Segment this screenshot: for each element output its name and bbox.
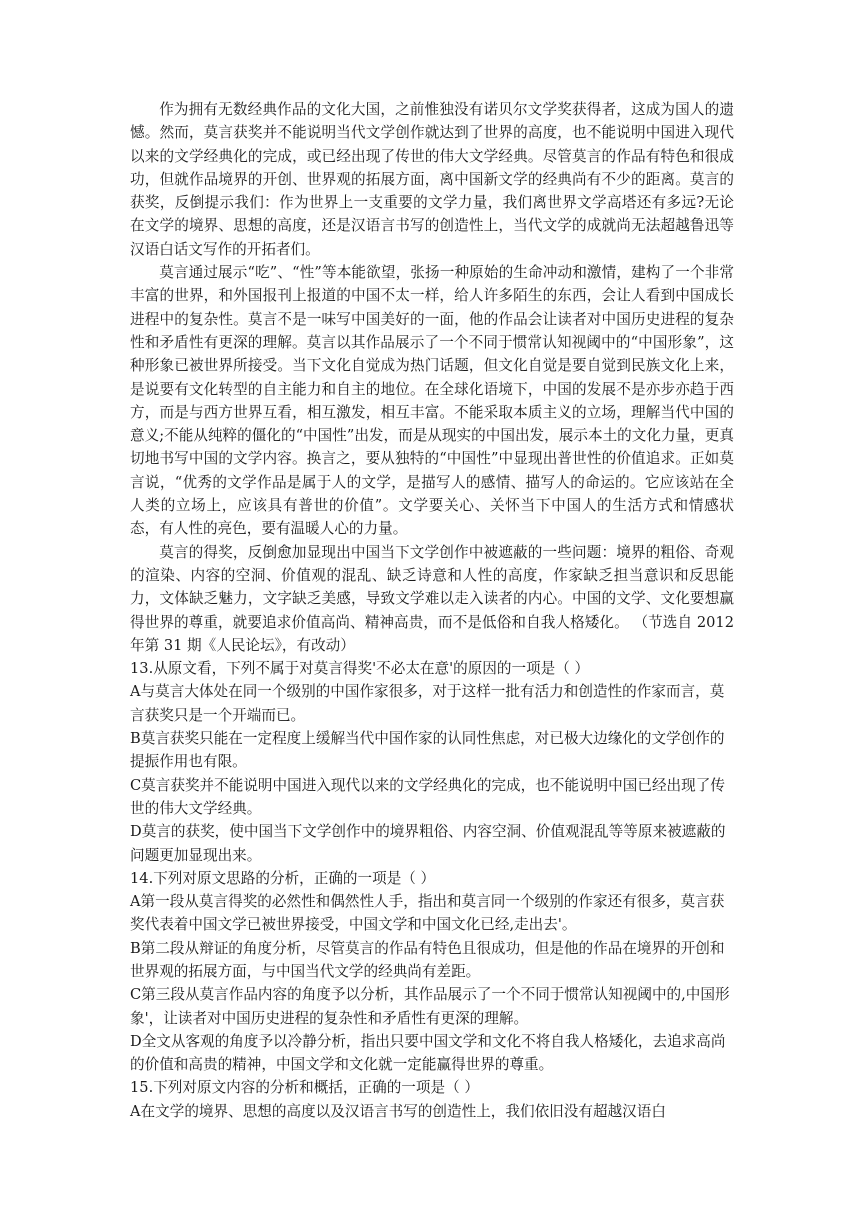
question-14-option-c: C第三段从莫言作品内容的角度予以分析，其作品展示了一个不同于惯常认知视阈中的,中国形象'，让读者对中国历史进程的复杂性和矛盾性有更深的理解。 — [130, 986, 730, 1027]
question-13-option-a: A与莫言大体处在同一个级别的中国作家很多，对于这样一批有活力和创造性的作家而言，莫言获奖只是一个开端而已。 — [130, 683, 725, 724]
question-14-option-a: A第一段从莫言得奖的必然性和偶然性人手，指出和莫言同一个级别的作家还有很多，莫言获奖代表着中国文学已被世界接受，中国文学和中国文化已经,走出去'。 — [130, 893, 725, 934]
article-paragraph-1: 作为拥有无数经典作品的文化大国，之前惟独没有诺贝尔文学奖获得者，这成为国人的遗憾。然而，莫言获奖并不能说明当代文学创作就达到了世界的高度，也不能说明中国进入现代以来的文学经典化的完成，或已经出现了传世的伟大文学经典。尽管莫言的作品有特色和很成功，但就作品境界的开创、世界观的拓展方面，离中国新文学的经典尚有不少的距离。莫言的获奖，反倒提示我们：作为世界上一支重要的文学力量，我们离世界文学高塔还有多远?无论在文学的境界、思想的高度，还是汉语言书写的创造性上，当代文学的成就尚无法超越鲁迅等汉语白话文写作的开拓者们。 — [130, 101, 734, 258]
question-14-stem: 14.下列对原文思路的分析，正确的一项是（ ） — [130, 869, 436, 887]
question-15 — [130, 1076, 734, 1123]
question-14 — [130, 867, 734, 1077]
document-body — [130, 98, 734, 1123]
question-15-option-a: A在文学的境界、思想的高度以及汉语言书写的创造性上，我们依旧没有超越汉语白 — [130, 1102, 666, 1120]
question-13-stem: 13.从原文看，下列不属于对莫言得奖'不必太在意'的原因的一项是（ ） — [130, 660, 590, 678]
question-13-option-c: C莫言获奖并不能说明中国进入现代以来的文学经典化的完成，也不能说明中国已经出现了传世的伟大文学经典。 — [130, 776, 725, 817]
question-13-option-b: B莫言获奖只能在一定程度上缓解当代中国作家的认同性焦虑，对已极大边缘化的文学创作的提振作用也有限。 — [130, 730, 725, 771]
question-14-option-d: D全文从客观的角度予以冷静分析，指出只要中国文学和文化不将自我人格矮化，去追求高尚的价值和高贵的精神，中国文学和文化就一定能赢得世界的尊重。 — [130, 1032, 726, 1074]
article-paragraph-3: 莫言的得奖，反倒愈加显现出中国当下文学创作中被遮蔽的一些问题：境界的粗俗、奇观的渲染、内容的空洞、价值观的混乱、缺乏诗意和人性的高度，作家缺乏担当意识和反思能力，文体缺乏魅力，文字缺乏美感，导致文学难以走入读者的内心。中国的文学、文化要想赢得世界的尊重，就要追求价值高尚、精神高贵，而不是低俗和自我人格矮化。 （节选自 2012 年第 31 期《人民论坛》，有改动） — [130, 543, 734, 654]
question-14-option-b: B第二段从辩证的角度分析，尽管莫言的作品有特色且很成功，但是他的作品在境界的开创和世界观的拓展方面，与中国当代文学的经典尚有差距。 — [130, 939, 725, 980]
question-13 — [130, 657, 734, 867]
question-15-stem: 15.下列对原文内容的分析和概括，正确的一项是（ ） — [130, 1079, 479, 1097]
article-paragraph-2: 莫言通过展示“吃”、“性”等本能欲望，张扬一种原始的生命冲动和激情，建构了一个非常丰富的世界，和外国报刊上报道的中国不太一样，给人许多陌生的东西，会让人看到中国成长进程中的复杂性。莫言不是一味写中国美好的一面，他的作品会让读者对中国历史进程的复杂性和矛盾性有更深的理解。莫言以其作品展示了一个不同于惯常认知视阈中的“中国形象”，这种形象已被世界所接受。当下文化自觉成为热门话题，但文化自觉是要自觉到民族文化上来，是说要有文化转型的自主能力和自主的地位。在全球化语境下，中国的发展不是亦步亦趋于西方，而是与西方世界互看，相互激发，相互丰富。不能采取本质主义的立场，理解当代中国的意义;不能从纯粹的僵化的“中国性”出发，而是从现实的中国出发，展示本土的文化力量，更真切地书写中国的文学内容。换言之，要从独特的“中国性”中显现出普世性的价值追求。正如莫言说，“优秀的文学作品是属于人的文学，是描写人的感情、描写人的命运的。它应该站在全人类的立场上，应该具有普世的价值”。文学要关心、关怀当下中国人的生活方式和情感状态，有人性的亮色，要有温暖人心的力量。 — [130, 264, 734, 538]
question-13-option-d: D莫言的获奖，使中国当下文学创作中的境界粗俗、内容空洞、价值观混乱等等原来被遮蔽的问题更加显现出来。 — [130, 823, 726, 864]
